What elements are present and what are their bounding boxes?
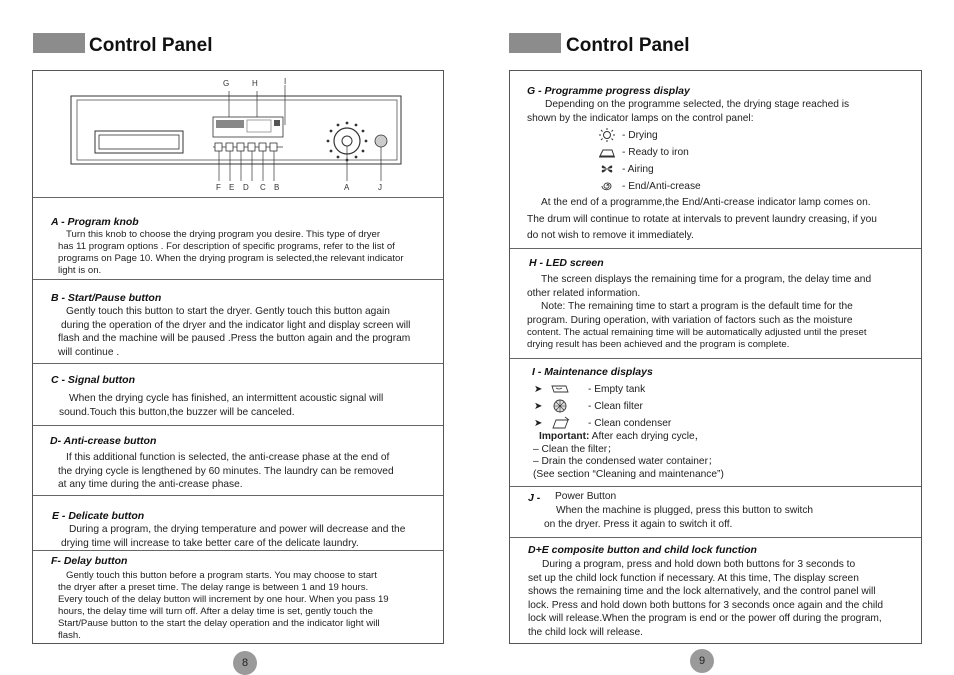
iron-icon (598, 145, 616, 159)
section-b-title: B - Start/Pause button (51, 292, 162, 304)
legend-airing (598, 162, 654, 176)
right-content-frame (509, 70, 922, 644)
bullet-icon: ➤ (534, 400, 543, 412)
diagram-label-a: A (344, 183, 350, 192)
right-header-box (509, 33, 561, 53)
section-e-title: E - Delicate button (52, 510, 145, 522)
section-i-text: Important: After each drying cycle， – Clean the filter； – Drain the condensed water container； (See section “Cleaning and maintenance”) (533, 431, 724, 480)
fan-icon (598, 162, 616, 176)
section-d (33, 425, 443, 496)
section-a (33, 197, 443, 280)
section-j-text: When the machine is plugged, press this button to switch on the dryer. Press it again to switch it off. (544, 505, 814, 530)
diagram-label-h: H (252, 79, 258, 88)
legend-ready-to-iron (598, 145, 689, 159)
legend-end-anti-crease-label: - End/Anti-crease (622, 180, 701, 192)
left-header-box (33, 33, 85, 53)
control-panel-diagram (33, 71, 443, 197)
section-g-after: At the end of a programme,the End/Anti-crease indicator lamp comes on. The drum will continue to rotate at intervals to prevent laundry creasing, if you do not wish to remove it immediately. (527, 197, 877, 241)
legend-empty-tank-label: - Empty tank (588, 383, 646, 395)
section-a-text: Turn this knob to choose the drying program you desire. This type of dryer has 11 program options . For description of specific programs, refer to the list of programs on Page 10. When the drying program is selected,the relevant indicator light is on. (58, 229, 404, 276)
section-c-text: When the drying cycle has finished, an intermittent acoustic signal will sound.Touch this button,the buzzer will be canceled. (59, 393, 384, 418)
important-text: After each drying cycle， (589, 431, 705, 442)
section-h-title: H - LED screen (529, 257, 604, 269)
legend-empty-tank (534, 382, 645, 396)
section-g (510, 71, 921, 248)
left-page-number: 8 (233, 651, 257, 675)
section-de-title: D+E composite button and child lock function (528, 544, 757, 556)
section-c-title: C - Signal button (51, 374, 135, 386)
condenser-icon (550, 416, 572, 430)
section-j-title: J - (528, 492, 541, 504)
section-g-text: Depending on the programme selected, the drying stage reached is shown by the indicator lamps on the control panel: (527, 99, 850, 124)
legend-airing-label: - Airing (622, 163, 654, 175)
section-c (33, 363, 443, 426)
diagram-label-j: J (378, 183, 382, 192)
section-d-text: If this additional function is selected, the anti-crease phase at the end of the drying cycle is lengthened by 60 minutes. The laundry can be removed at any time during the anti-crease phase. (58, 452, 394, 490)
right-page-number: 9 (690, 649, 714, 673)
section-h (510, 248, 921, 359)
diagram-label-i: I (284, 77, 287, 86)
sun-icon (598, 128, 616, 142)
tank-icon (550, 382, 572, 396)
diagram-label-d: D (243, 183, 249, 192)
diagram-label-c: C (260, 183, 266, 192)
section-a-title: A - Program knob (51, 216, 139, 228)
bullet-icon: ➤ (534, 417, 543, 429)
diagram-label-b: B (274, 183, 280, 192)
section-de-text: During a program, press and hold down both buttons for 3 seconds to set up the child lock function if necessary. At this time, The display screen shows the remaining time and the lock alternatively, and the control panel will lock. Press and hold down both buttons for 3 seconds once again and the child lock will release.When the program is end or the power off during the program, the child lock will release. (528, 559, 884, 638)
legend-clean-filter-label: - Clean filter (588, 400, 643, 412)
spiral-icon (598, 179, 616, 193)
left-page-title: Control Panel (89, 35, 213, 56)
important-label: Important: (539, 431, 590, 442)
diagram-label-g: G (223, 79, 230, 88)
bullet-icon: ➤ (534, 383, 543, 395)
legend-ready-to-iron-label: - Ready to iron (622, 146, 689, 158)
section-j (510, 486, 921, 538)
section-i (510, 358, 921, 487)
filter-icon (550, 399, 572, 413)
section-b-text: Gently touch this button to start the dryer. Gently touch this button again during the operation of the dryer and the indicator light and display screen will flash and the machine will be paused .Press the button again and the program will continue . (58, 306, 411, 358)
section-f (33, 550, 443, 645)
diagram-label-e: E (229, 183, 235, 192)
section-e (33, 495, 443, 551)
section-i-title: I - Maintenance displays (532, 366, 653, 378)
legend-clean-condenser-label: - Clean condenser (588, 417, 672, 429)
legend-drying (598, 128, 658, 142)
left-content-frame (32, 70, 444, 644)
diagram-label-f: F (216, 183, 221, 192)
section-b (33, 279, 443, 364)
section-d-title: D- Anti-crease button (50, 435, 157, 447)
section-j-title2: Power Button (555, 491, 617, 502)
section-f-title: F- Delay button (51, 555, 128, 567)
section-e-text: During a program, the drying temperature and power will decrease and the drying time will increase to take better care of the delicate laundry. (61, 524, 406, 549)
legend-drying-label: - Drying (622, 129, 658, 141)
legend-end-anti-crease (598, 179, 701, 193)
section-h-text: The screen displays the remaining time for a program, the delay time and other related information. Note: The remaining time to start a program is the default time for the program. During operation, with variation of factors such as the moisture content. The actual remaining time will be automatically adjusted until the preset drying result has been achieved and the program is complete. (527, 274, 872, 350)
section-de (510, 537, 921, 645)
right-page-title: Control Panel (566, 35, 690, 56)
section-g-title: G - Programme progress display (527, 85, 690, 97)
legend-clean-filter (534, 399, 643, 413)
section-f-text: Gently touch this button before a program starts. You may choose to start the dryer after a preset time. The delay range is between 1 and 19 hours. Every touch of the delay button will increment by one hour. When you pass 19 hours, the delay time will turn off. After a delay time is set, gently touch the Start/Pause button to the start the delay operation and the indicator light will flash. (58, 570, 389, 641)
legend-clean-condenser (534, 416, 671, 430)
